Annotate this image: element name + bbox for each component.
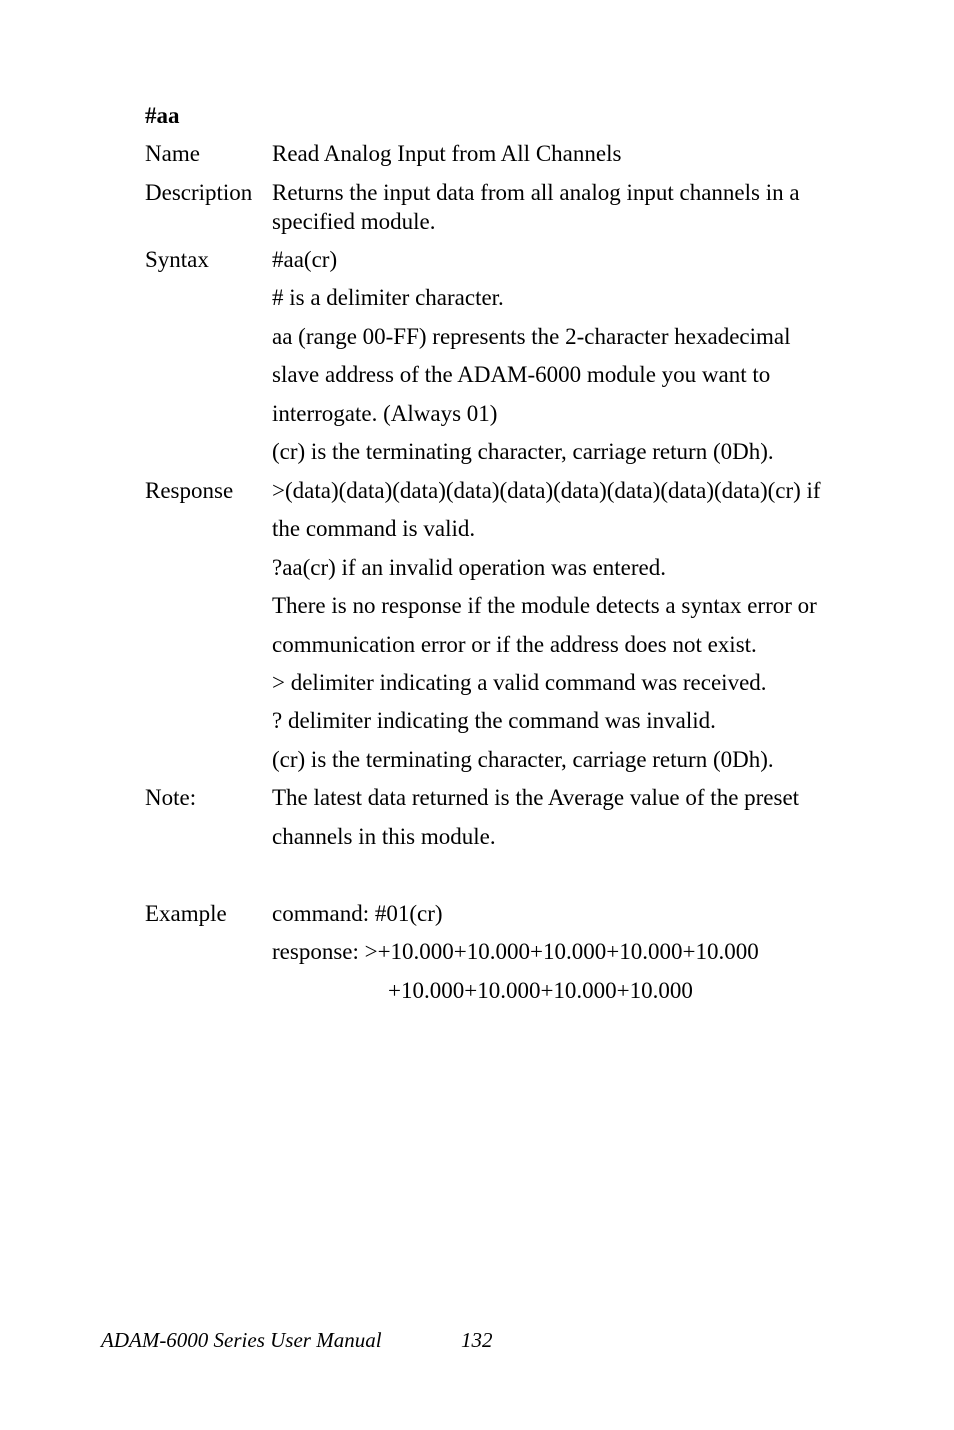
example-response: response: >+10.000+10.000+10.000+10.000+10.000 [272,939,759,964]
name-value: Read Analog Input from All Channels [272,141,622,166]
response-line-7: ? delimiter indicating the command was invalid. [272,708,716,733]
response-line-3: ?aa(cr) if an invalid operation was entered. [272,555,666,580]
syntax-line-2: # is a delimiter character. [272,285,504,310]
response-line-1: >(data)(data)(data)(data)(data)(data)(data)(data)(data)(cr) if [272,478,821,503]
footer-page-number: 132 [461,1328,493,1352]
syntax-label: Syntax [145,247,209,272]
note-line-2: channels in this module. [272,824,496,849]
example-label: Example [145,901,227,926]
name-label: Name [145,141,200,166]
syntax-line-6: (cr) is the terminating character, carriage return (0Dh). [272,439,774,464]
syntax-line-1: #aa(cr) [272,247,338,272]
response-line-6: > delimiter indicating a valid command was received. [272,670,767,695]
response-line-2: the command is valid. [272,516,476,541]
response-line-5: communication error or if the address does not exist. [272,632,757,657]
response-line-4: There is no response if the module detects a syntax error or [272,593,817,618]
response-label: Response [145,478,234,503]
description-line-1: Returns the input data from all analog input channels in a [272,180,800,205]
note-line-1: The latest data returned is the Average value of the preset [272,785,800,810]
note-label: Note: [145,785,197,810]
footer-manual-title: ADAM-6000 Series User Manual [101,1328,382,1352]
description-line-2: specified module. [272,209,436,234]
example-command: command: #01(cr) [272,901,443,926]
syntax-line-5: interrogate. (Always 01) [272,401,498,426]
example-response-continued: +10.000+10.000+10.000+10.000 [388,978,693,1003]
description-label: Description [145,180,253,205]
response-line-8: (cr) is the terminating character, carriage return (0Dh). [272,747,774,772]
syntax-line-4: slave address of the ADAM-6000 module you want to [272,362,771,387]
command-heading: #aa [145,103,180,128]
syntax-line-3: aa (range 00-FF) represents the 2-character hexadecimal [272,324,791,349]
